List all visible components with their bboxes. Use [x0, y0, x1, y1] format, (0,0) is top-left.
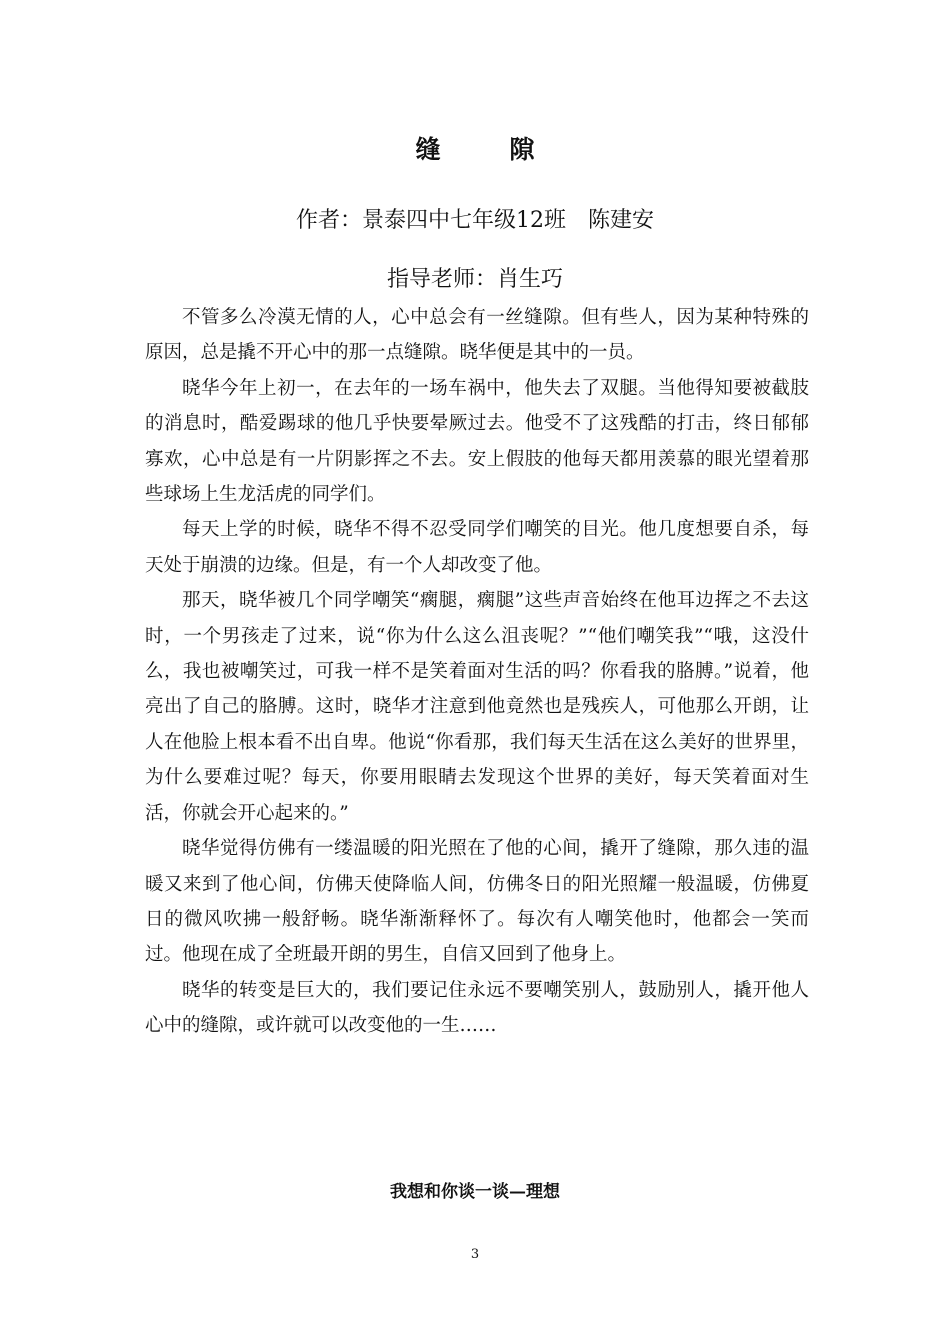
- paragraph: 晓华的转变是巨大的，我们要记住永远不要嘲笑别人，鼓励别人，撬开他人心中的缝隙，或许就可以改变他的一生……: [145, 979, 809, 1037]
- page-number: 3: [470, 1247, 480, 1262]
- teacher-line: 指导老师：肖生巧: [386, 267, 563, 292]
- paragraph: 晓华今年上初一，在去年的一场车祸中，他失去了双腿。当他得知要被截肢的消息时，酷爱踢球的他几乎快要晕厥过去。他受不了这残酷的打击，终日郁郁寡欢，心中总是有一片阴影挥之不去。安上假肢的他每天都用羡慕的眼光望着那些球场上生龙活虎的同学们。: [145, 377, 809, 506]
- essay-title: 缝 隙: [415, 135, 557, 164]
- author-line: 作者：景泰四中七年级12班 陈建安: [296, 208, 654, 233]
- essay-body: [145, 300, 809, 1044]
- paragraph: 不管多么冷漠无情的人，心中总会有一丝缝隙。但有些人，因为某种特殊的原因，总是撬不开心中的那一点缝隙。晓华便是其中的一员。: [145, 307, 809, 364]
- next-section-title: 我想和你谈一谈—理想: [390, 1182, 560, 1202]
- paragraph: 那天，晓华被几个同学嘲笑“瘸腿，瘸腿”这些声音始终在他耳边挥之不去这时，一个男孩走了过来，说“你为什么这么沮丧呢？”“他们嘲笑我”“哦，这没什么，我也被嘲笑过，可我一样不是笑着面对生活的吗？你看我的胳膊。”说着，他亮出了自己的胳膊。这时，晓华才注意到他竟然也是残疾人，可他那么开朗，让人在他脸上根本看不出自卑。他说“你看那，我们每天生活在这么美好的世界里，为什么要难过呢？每天，你要用眼睛去发现这个世界的美好，每天笑着面对生活，你就会开心起来的。”: [145, 590, 809, 824]
- paragraph: 晓华觉得仿佛有一缕温暖的阳光照在了他的心间，撬开了缝隙，那久违的温暖又来到了他心间，仿佛天使降临人间，仿佛冬日的阳光照耀一般温暖，仿佛夏日的微风吹拂一般舒畅。晓华渐渐释怀了。每次有人嘲笑他时，他都会一笑而过。他现在成了全班最开朗的男生，自信又回到了他身上。: [145, 838, 809, 966]
- paragraph: 每天上学的时候，晓华不得不忍受同学们嘲笑的目光。他几度想要自杀，每天处于崩溃的边缘。但是，有一个人却改变了他。: [145, 519, 809, 576]
